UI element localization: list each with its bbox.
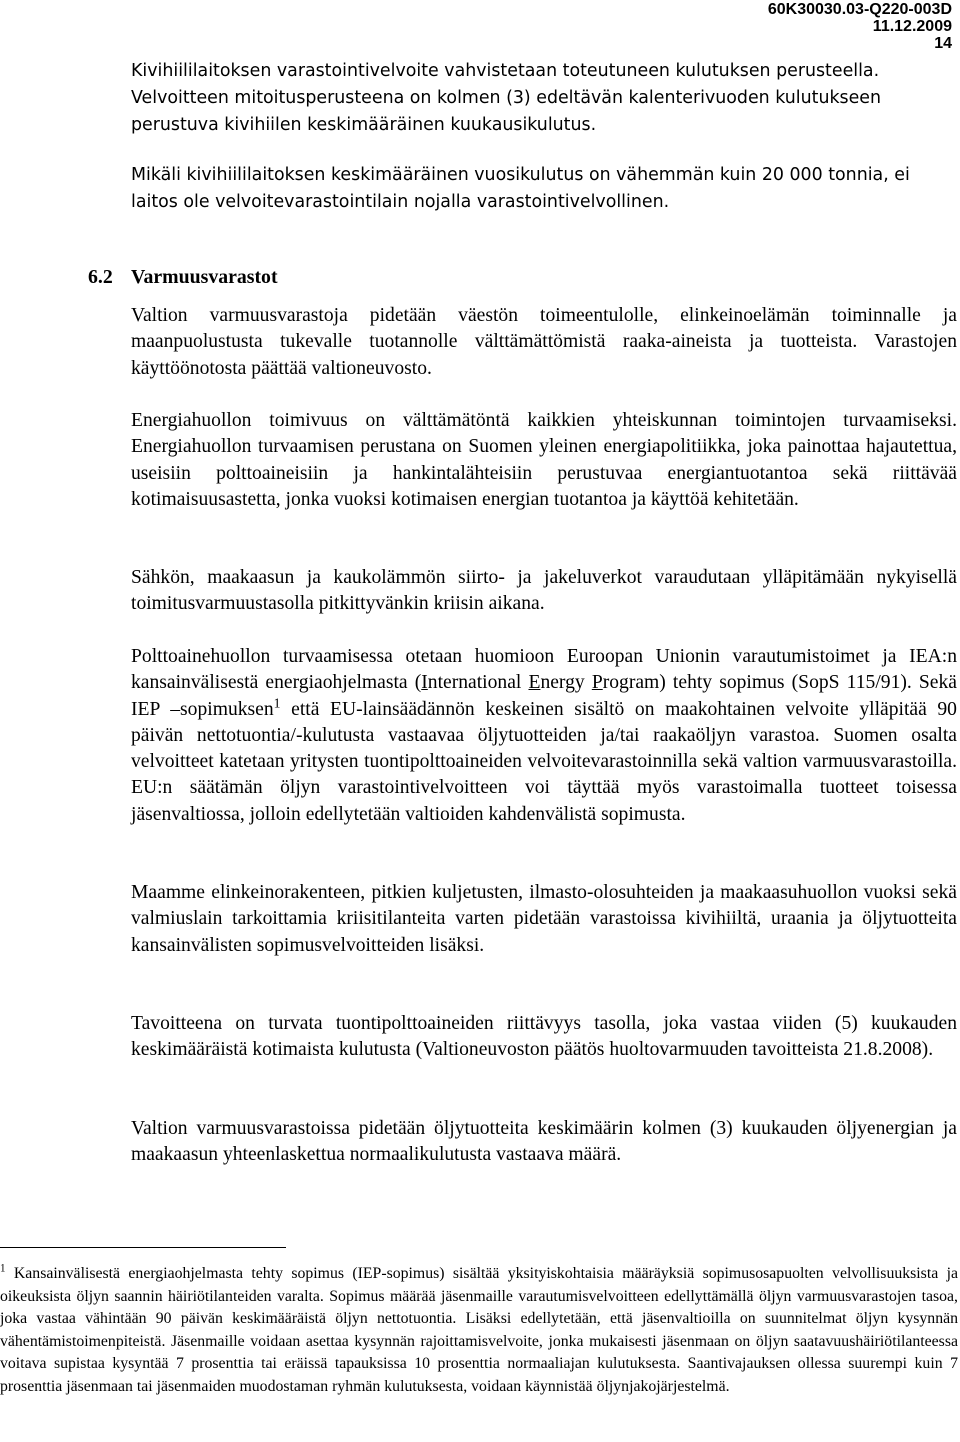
footnote-marker: 1 xyxy=(0,1262,6,1275)
document-id: 60K30030.03-Q220-003D xyxy=(767,1,952,18)
footnote-separator xyxy=(0,1247,286,1248)
page-number: 14 xyxy=(934,35,952,52)
body-paragraph-7: Valtion varmuusvarastoissa pidetään öljytuotteita keskimäärin kolmen (3) kuukauden öljyenergian ja maakaasun yhteenlaskettua normaalikulutusta vastaava määrä. xyxy=(131,1118,957,1166)
page-header xyxy=(768,1,952,52)
body-paragraph-5: Maamme elinkeinorakenteen, pitkien kuljetusten, ilmasto-olosuhteiden ja maakaasuhuollon vuoksi sekä valmiuslain tarkoittamia kriisitilanteita varten pidetään varastoissa kivihiiltä, uraania ja öljytuotteita kansainvälisten sopimusvelvoitteiden lisäksi. xyxy=(131,882,957,956)
section-title: Varmuusvarastot xyxy=(131,266,278,288)
intro-paragraph-2: Mikäli kivihiililaitoksen keskimääräinen vuosikulutus on vähemmän kuin 20 000 tonnia, ei laitos ole velvoitevarastointilain nojalla varastointivelvollinen. xyxy=(131,165,910,212)
body-paragraph-4: Polttoainehuollon turvaamisessa otetaan huomioon Euroopan Unionin varautumistoimet ja IEA:n kansainvälisestä energiaohjelmasta (International Energy Program) tehty sopimus (SopS 115/91). Sekä IEP –sopimuksen$^1$ että EU-lainsäädännön keskeinen sisältö on maakohtainen velvoite ylläpitää 90 päivän nettotuontia/-kulutusta vastaavaa öljytuotteiden ja/tai raakaöljyn varastoa. Suomen osalta velvoitteet katetaan yritysten tuontipolttoaineiden velvoitevarastoinnilla sekä valtion varmuusvarastoilla. EU:n säätämän öljyn varastointivelvoitteen voi täyttää myös varastoimalla tuotteet toisessa jäsenvaltiossa, jolloin edellytetään valtioiden kahdenvälistä sopimusta. xyxy=(131,646,957,825)
body-paragraph-1: Valtion varmuusvarastoja pidetään väestön toimeentulolle, elinkeinoelämän toiminnalle ja maanpuolustusta tukevalle tuotannolle välttämättömistä raaka-aineista ja tuotteista. Varastojen käyttöönotosta päättää valtioneuvosto. xyxy=(131,305,957,379)
section-number: 6.2 xyxy=(88,266,113,288)
body-paragraph-6: Tavoitteena on turvata tuontipolttoaineiden riittävyys tasolla, joka vastaa viiden (5) kuukauden keskimääräistä kotimaista kulutusta (Valtioneuvoston päätös huoltovarmuuden tavoitteista 21.8.2008). xyxy=(131,1013,957,1061)
footnote-text: Kansainvälisestä energiaohjelmasta tehty sopimus (IEP-sopimus) sisältää yksityiskohtaisia määräyksiä sopimusosapuolten velvollisuuksista ja oikeuksista öljyn saannin häiriötilanteiden varalta. Sopimus määrää jäsenmaille varautumisvelvoitteen edellyttämällä öljyn varmuusvarastojen tasoa, joka vastaa vähintään 90 päivän keskimääräistä öljyn nettotuontia. Lisäksi edellytetään, että jäsenvaltioilla on suunnitelmat öljyn kysynnän vähentämistoimenpiteistä. Jäsenmaille voidaan asettaa kysynnän rajoittamisvelvoite, jonka mukaisesti jäsenmaan on öljyn saatavuushäiriötilanteessa voitava supistaa kysyntää 7 prosenttia tai eräissä tapauksissa 10 prosenttia normaaliajan kulutuksesta. Saantivajauksen ollessa suurempi kuin 7 prosenttia jäsenmaan tai jäsenmaiden muodostaman ryhmän kulutuksesta, voidaan käynnistää öljynjakojärjestelmä. xyxy=(0,1265,958,1395)
footnote-reference: 1 xyxy=(273,695,281,711)
document-date: 11.12.2009 xyxy=(872,18,952,35)
intro-paragraph-1: Kivihiililaitoksen varastointivelvoite vahvistetaan toteutuneen kulutuksen perusteella. Velvoitteen mitoitusperusteena on kolmen (3) edeltävän kalenterivuoden kulutukseen perustuva kivihiilen keskimääräinen kuukausikulutus. xyxy=(131,61,882,135)
body-paragraph-3: Sähkön, maakaasun ja kaukolämmön siirto- ja jakeluverkot varaudutaan ylläpitämään nykyisellä toimitusvarmuustasolla pitkittyvänkin kriisin aikana. xyxy=(131,567,957,615)
footnote xyxy=(0,1263,958,1399)
body-paragraph-2: Energiahuollon toimivuus on välttämätöntä kaikkien yhteiskunnan toimintojen turvaamiseksi. Energiahuollon turvaamisen perustana on Suomen yleinen energiapolitiikka, joka painottaa hajautettua, useisiin polttoaineisiin ja hankintalähteisiin perustuvaa energiantuotantoa sekä riittävää kotimaisuusastetta, jonka vuoksi kotimaisen energian tuotantoa ja käyttöä kehitetään. xyxy=(131,410,957,510)
